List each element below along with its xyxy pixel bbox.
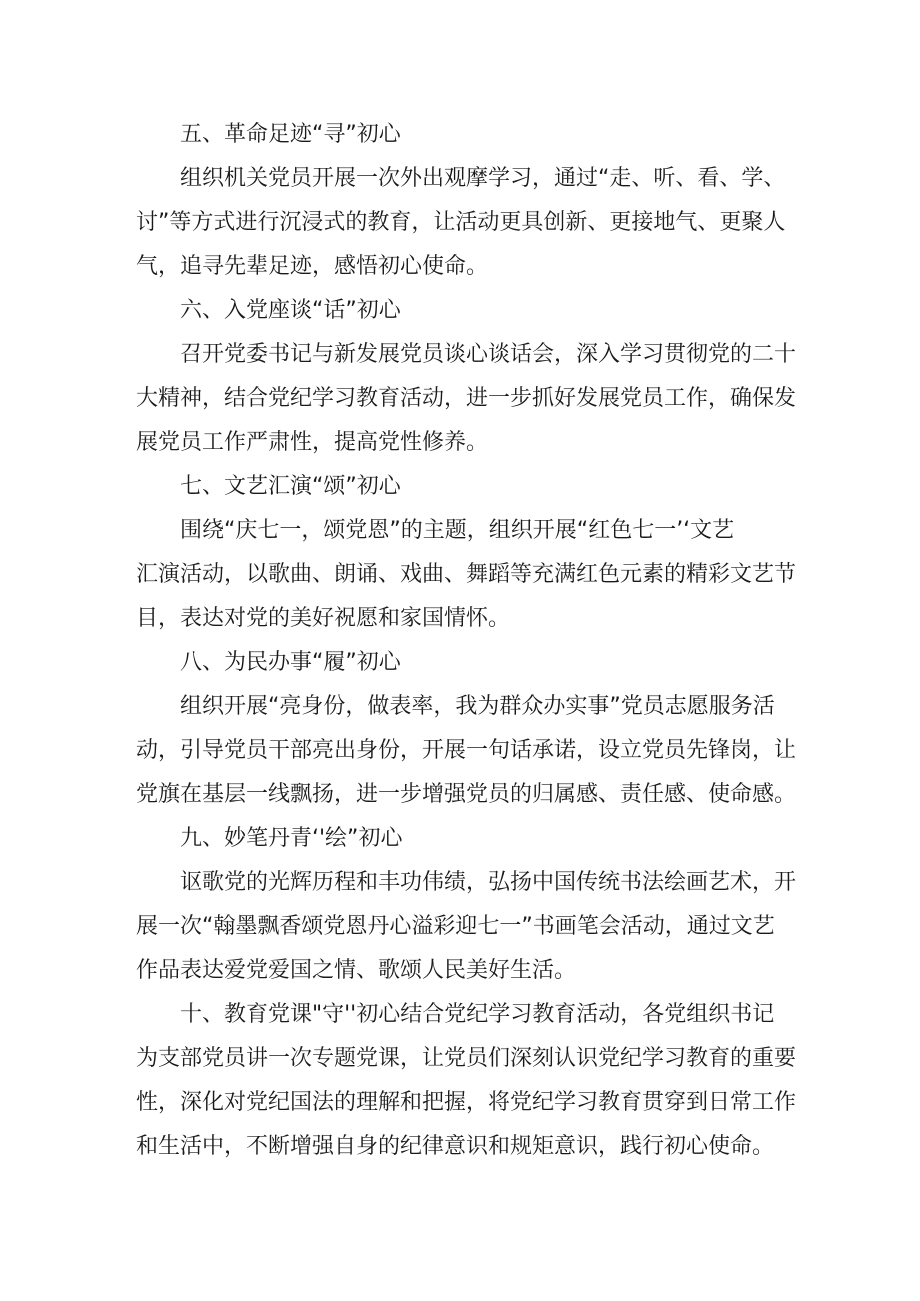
- paragraph-line: 党旗在基层一线飘扬，进一步增强党员的归属感、责任感、使命感。: [136, 782, 797, 807]
- section-heading: 五、革命足迹“寻”初心: [180, 122, 401, 147]
- paragraph-line: 十、教育党课"守''初心结合党纪学习教育活动，各党组织书记: [180, 1002, 775, 1027]
- section-heading: 九、妙笔丹青‘'绘”初心: [180, 826, 403, 851]
- paragraph-line: 围绕“庆七一，颂党恩”的主题，组织开展“红色七一’‘文艺: [180, 518, 735, 543]
- paragraph-line: 汇演活动，以歌曲、朗诵、戏曲、舞蹈等充满红色元素的精彩文艺节: [136, 562, 797, 587]
- paragraph-line: 目，表达对党的美好祝愿和家国情怀。: [136, 606, 511, 631]
- document-body: [136, 113, 797, 1169]
- paragraph-line: 性，深化对党纪国法的理解和把握，将党纪学习教育贯穿到日常工作: [136, 1090, 797, 1115]
- paragraph-line: 作品表达爱党爱国之情、歌颂人民美好生活。: [136, 958, 577, 983]
- paragraph-line: 组织机关党员开展一次外出观摩学习，通过“走、听、看、学、: [180, 166, 786, 191]
- paragraph-line: 讨”等方式进行沉浸式的教育，让活动更具创新、更接地气、更聚人: [136, 210, 786, 235]
- paragraph-line: 和生活中，不断增强自身的纪律意识和规矩意识，践行初心使命。: [136, 1134, 775, 1159]
- paragraph-line: 为支部党员讲一次专题党课，让党员们深刻认识党纪学习教育的重要: [136, 1046, 797, 1071]
- section-heading: 六、入党座谈“话”初心: [180, 298, 401, 323]
- paragraph-line: 展党员工作严肃性，提高党性修养。: [136, 430, 489, 455]
- section-heading: 七、文艺汇演“颂”初心: [180, 474, 401, 499]
- paragraph-line: 召开党委书记与新发展党员谈心谈话会，深入学习贯彻党的二十: [180, 342, 797, 367]
- paragraph-line: 动，引导党员干部亮出身份，开展一句话承诺，设立党员先锋岗，让: [136, 738, 797, 763]
- paragraph-line: 讴歌党的光辉历程和丰功伟绩，弘扬中国传统书法绘画艺术，开: [180, 870, 797, 895]
- paragraph-line: 气，追寻先辈足迹，感悟初心使命。: [136, 254, 489, 279]
- paragraph-line: 展一次“翰墨飘香颂党恩丹心溢彩迎七一”书画笔会活动，通过文艺: [136, 914, 775, 939]
- paragraph-line: 大精神，结合党纪学习教育活动，进一步抓好发展党员工作，确保发: [136, 386, 797, 411]
- section-heading: 八、为民办事“履”初心: [180, 650, 401, 675]
- paragraph-line: 组织开展“亮身份，做表率，我为群众办实事”党员志愿服务活: [180, 694, 775, 719]
